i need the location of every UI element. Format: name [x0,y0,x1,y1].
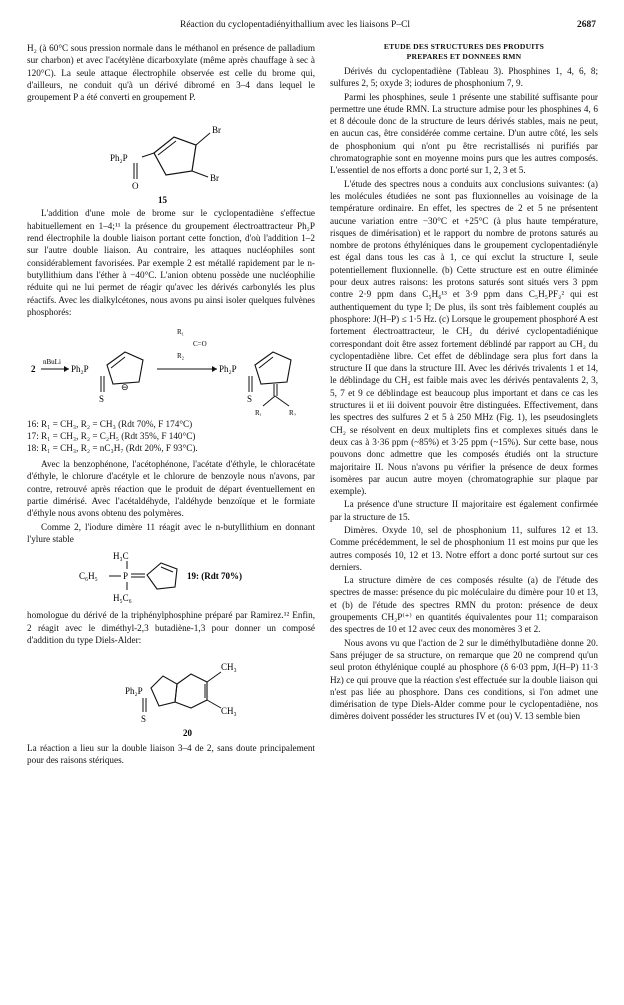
left-paragraph-5: homologue du dérivé de la triphénylphosphine préparé par Ramirez.¹² Enfin, 2 réagit avec le diméthyl-2,3 butadiène-1,3 pour donner un composé d'addition du type Diels-Alder: [27,610,315,645]
right-paragraph-2: Parmi les phosphines, seule 1 présente une stabilité suffisante pour permettre une étude RMN. La structure admise pour les phosphines 4, 6 et 8 découle donc de la structure de leurs dérivés stables, mais ne peut, en aucun cas, être considérée comme certaine. D'un autre côté, les sels de phosphonium qui n'ont pu être recristallisés ni purifiés par chromatographie sont en moyenne moins purs que les autres composés. L'essentiel de nos efforts a donc porté sur 1, 2, 3 et 5. [330,91,598,176]
scheme-carbonyl: C=O [193,340,207,349]
scheme-r1-bottom: R₁ [255,409,263,417]
scheme-sulfur-2: S [247,394,253,405]
right-paragraph-5: Dimères. Oxyde 10, sel de phosphonium 11, sulfures 12 et 13. Comme précédemment, le sel de phosphonium 11 est moins pur que les autres composés 10, 12 et 13. Notre effort a donc porté surtout sur ces derniers. [330,524,598,572]
compound-19-label: 19: (Rdt 70%) [187,571,242,582]
compound-15-label: 15 [158,195,167,206]
structure-20 [71,648,271,740]
ch3-bottom-label: CH₃ [221,706,237,717]
c6h5-label: C₆H₅ [79,571,98,582]
left-paragraph-2: L'addition d'une mole de brome sur le cyclopentadiène s'effectue habituellement en 1–4;¹¹ la présence du groupement électroattracteur Ph₂P rend électrophile la double liaison portant cette fonction, d'où l'addition 1–2 sur l'autre double liaison. Au contraire, les attaques nucléophiles sont considérablement favorisées. Par exemple 2 est métallé rapidement par le n-butyllithium dans l'éther à −40°C. L'anion obtenu possède une nucléophilie réduite qui ne lui permet de réagir qu'avec les dérivés carbonylés les plus réactifs. Avec les dialkylcétones, nous avons pu ainsi isoler quelques fulvènes phosphorés: [27,208,315,317]
h5c6-label: H₅C₆ [113,593,132,604]
sulfur-20-label: S [141,714,147,725]
structure-19 [61,547,281,607]
scheme-sulfur-1: S [99,394,105,405]
right-paragraph-1: Dérivés du cyclopentadiène (Tableau 3). Phosphines 1, 4, 6, 8; sulfures 2, 5; oxyde 3; iodures de phosphonium 7, 9. [330,66,598,89]
section-heading-line-2: PREPARES ET DONNEES RMN [406,52,522,61]
left-paragraph-1: H₂ (à 60°C sous pression normale dans le méthanol en présence de palladium sur charbon) et avec l'acétylène dicarboxylate (même après chauffage à sec à 120°C). La seule attaque électrophile observée est celle du brome qui, d'ailleurs, ne conduit qu'à un dérivé dibromé en 3–4 dans lequel le groupement P a été converti en groupement P. [27,43,315,103]
structure-15 [96,105,246,205]
left-paragraph-6: La réaction a lieu sur la double liaison 3–4 de 2, sans doute principalement pour des raisons stériques. [27,743,315,766]
scheme-ph2p-2: Ph₂P [219,364,237,375]
compound-16: 16: R₁ = CH₃, R₂ = CH₃ (Rdt 70%, F 174°C) [27,419,193,430]
scheme-r2-bottom: R₂ [289,409,297,417]
scheme-ph2p-1: Ph₂P [71,364,89,375]
left-column [27,42,315,768]
scheme-r2-top: R₂ [177,352,185,361]
scheme-start-compound: 2 [31,364,36,375]
right-paragraph-7: Nous avons vu que l'action de 2 sur le diméthylbutadiène donne 20. Sans préjuger de sa structure, on remarque que 20 ne comprend qu'un seul proton éthylénique couplé au phosphore (δ 6·03 ppm, J(H–P) 11·3 Hz) ce qui prouve que la réaction s'est effectuée sur la double liaison qui n'est pas liée au phosphore. Dans ces conditions, si l'on admet une dimérisation de type Diels-Alder comme pour le cyclopentadiène, nos dimères doivent posséder les structures IV et (ou) V. 13 semble bien [330,637,598,722]
fulvene-scheme [27,320,315,416]
scheme-reagent: nBuLi [43,358,61,367]
right-paragraph-3: L'étude des spectres nous a conduits aux conclusions suivantes: (a) les molécules étudiées ne sont pas fluxionnelles au voisinage de la température ordinaire. En effet, les spectres de 2 et 5 ne présentent aucune variation entre −30°C et +25°C (à plus haute température, risques de dimérisation) et le rapport du nombre de protons saturés au nombre de protons éthyléniques dans le groupement cyclopentadiényle est égal dans tous les cas à 1, ce qui exclut la structure I, seule potentiellement fluxionnelle. (b) Cette structure est en outre éliminée pour deux autres raisons: les protons saturés sont situés vers 3 ppm contre 2·9 ppm dans C₅H₆¹³ et 3·9 ppm dans C₅H₅PF₂² qui est authentiquement du type I; De plus, ils sont très faiblement couplés au phosphore: J(H–P) ≤ 1·5 Hz. (c) Lorsque le groupement phosphoré A est fortement électroattracteur, le CH₂ du dérivé cyclopentadiénique correspondant doit être assez fortement déblindé par rapport au CH₂ du cyclopentadiène libre. Cet effet de déblindage sera plus fort dans la structure II que dans la structure III. Avec les dérivés trivalents 1 et 14, le déblindage du CH₂ est faible mais avec les dérivés pentavalents 2, 3, 5, 7 et 9 ce déblindage est beaucoup plus important et dans ce cas les structures ii et iii doivent pouvoir être distinguées. Effectivement, dans les spectres des sulfures 2 et 5 à 250 MHz (Fig. 1), les pseudosinglets CH₂ se résolvent en deux multiplets fins et complexes situés dans le deux cas à 3·36 ppm (~85%) et 3·25 ppm (~15%). Sur cette base, nous pouvons donc admettre que les composés étudiés ont la structure majoritaire II. Nous n'avons pu vérifier la présence de deux formes isomères par aucun autre moyen (chromatographie sur plaque par exemple). [330,178,598,497]
fulvene-compounds [27,418,315,454]
oxygen-label: O [132,181,139,192]
compound-18: 18: R₁ = CH₃, R₂ = nC₃H₇ (Rdt 20%, F 93°C). [27,443,198,454]
scheme-r1-top: R₁ [177,328,185,337]
ph2p-20-label: Ph₂P [125,686,143,697]
left-paragraph-3: Avec la benzophénone, l'acétophénone, l'acétate d'éthyle, le chloracétate d'éthyle, le chlorure d'acétyle et le chlorure de benzoyle nous n'avons, par contre, retrouvé après réaction que le produit de départ éventuellement en partie dimérisé. Avec l'acétaldéhyde, l'aldéhyde benzoïque et le formiate d'éthyle nous avons obtenu des polymères. [27,459,315,519]
page-number: 2687 [577,20,596,30]
p-ylide-label: P [123,571,129,582]
right-paragraph-6: La structure dimère de ces composés résulte (a) de l'étude des spectres de masse: présence du pic moléculaire du dimère pour 10 et 13, et (b) de l'étude des spectres RMN du proton: présence de deux groupements CH₂P⁽⁺⁾ en quantités équivalentes pour 11; comparaison des spectres de 10 et 12 avec ceux des monomères 3 et 2. [330,575,598,635]
br-label-bottom: Br [210,173,219,184]
right-paragraph-4: La présence d'une structure II majoritaire est également confirmée par la structure de 15. [330,499,598,522]
compound-20-label: 20 [183,728,192,739]
scheme-anion: ⊖ [121,382,129,393]
h3c-label: H₃C [113,551,129,562]
br-label-top: Br [212,125,221,136]
section-heading-line-1: ETUDE DES STRUCTURES DES PRODUITS [383,42,545,51]
compound-17: 17: R₁ = CH₃, R₂ = C₂H₅ (Rdt 35%, F 140°C) [27,431,196,442]
ch3-top-label: CH₃ [221,662,237,673]
left-paragraph-4: Comme 2, l'iodure dimère 11 réagit avec le n-butyllithium en donnant l'ylure stable [27,521,315,544]
running-title: Réaction du cyclopentadiényithallium avec les liaisons P–Cl [180,20,411,30]
right-column [330,42,598,724]
ph2p-label: Ph₂P [110,153,128,164]
